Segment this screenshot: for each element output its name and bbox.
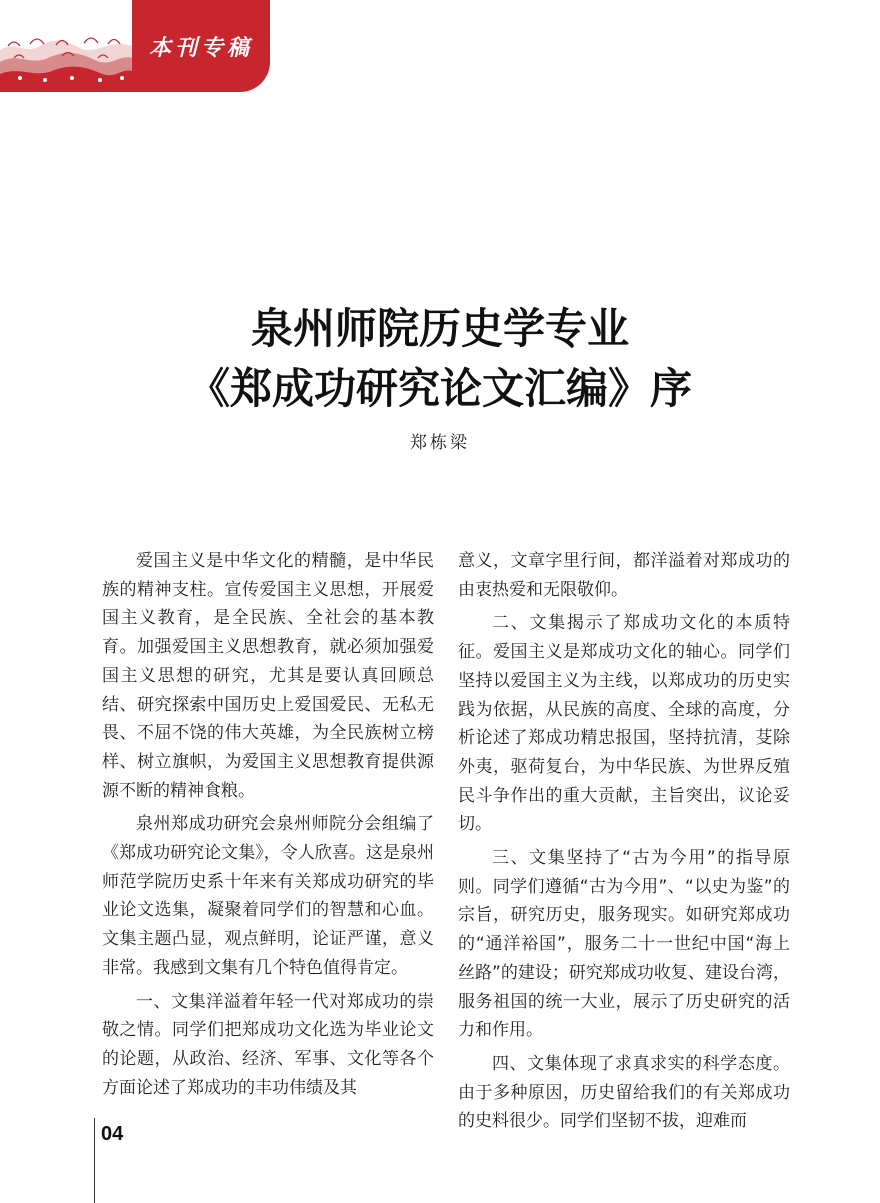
section-tab <box>132 0 270 92</box>
section-label: 本刊专稿 <box>148 34 253 61</box>
article-author: 郑栋梁 <box>410 433 470 453</box>
wave-pattern-icon <box>0 0 132 92</box>
paragraph: 一、文集洋溢着年轻一代对郑成功的崇敬之情。同学们把郑成功文化选为毕业论文的论题，从政治、经济、军事、文化等各个方面论述了郑成功的丰功伟绩及其 <box>102 991 434 1098</box>
page-number: 04 <box>101 1123 124 1145</box>
paragraph: 四、文集体现了求真求实的科学态度。由于多种原因，历史留给我们的有关郑成功的史料很少。同学们坚韧不拔，迎难而 <box>458 1053 790 1132</box>
article-title-line2: 《郑成功研究论文汇编》序 <box>187 364 692 413</box>
paragraph: 三、文集坚持了“古为今用”的指导原则。同学们遵循“古为今用”、“以史为鉴”的宗旨，研究历史，服务现实。如研究郑成功的“通洋裕国”，服务二十一世纪中国“海上丝路”的建设；研究郑成功收复、建设台湾，服务祖国的统一大业，展示了历史研究的活力和作用。 <box>458 848 790 1041</box>
paragraph: 爱国主义是中华文化的精髓，是中华民族的精神支柱。宣传爱国主义思想，开展爱国主义教育，是全民族、全社会的基本教育。加强爱国主义思想教育，就必须加强爱国主义思想的研究，尤其是要认真回顾总结、研究探索中国历史上爱国爱民、无私无畏、不屈不饶的伟大英雄，为全民族树立榜样、树立旗帜，为爱国主义思想教育提供源源不断的精神食粮。 <box>102 551 434 801</box>
paragraph: 二、文集揭示了郑成功文化的本质特征。爱国主义是郑成功文化的轴心。同学们坚持以爱国主义为主线，以郑成功的历史实践为依据，从民族的高度、全球的高度，分析论述了郑成功精忠报国，坚持抗清，芟除外夷，驱荷复台，为中华民族、为世界反殖民斗争作出的重大贡献，主旨突出，议论妥切。 <box>458 613 790 835</box>
paragraph: 泉州郑成功研究会泉州师院分会组编了《郑成功研究论文集》，令人欣喜。这是泉州师范学院历史系十年来有关郑成功研究的毕业论文选集，凝聚着同学们的智慧和心血。文集主题凸显，观点鲜明，论证严谨，意义非常。我感到文集有几个特色值得肯定。 <box>102 814 434 978</box>
body-right-column <box>458 547 790 1141</box>
paragraph-continuation: 意义，文章字里行间，都洋溢着对郑成功的由衷热爱和无限敬仰。 <box>458 551 790 600</box>
body-left-column <box>102 547 434 1107</box>
footer-rule <box>94 1118 95 1203</box>
article-title-line1: 泉州师院历史学专业 <box>250 304 629 353</box>
wave-decoration <box>0 0 132 92</box>
